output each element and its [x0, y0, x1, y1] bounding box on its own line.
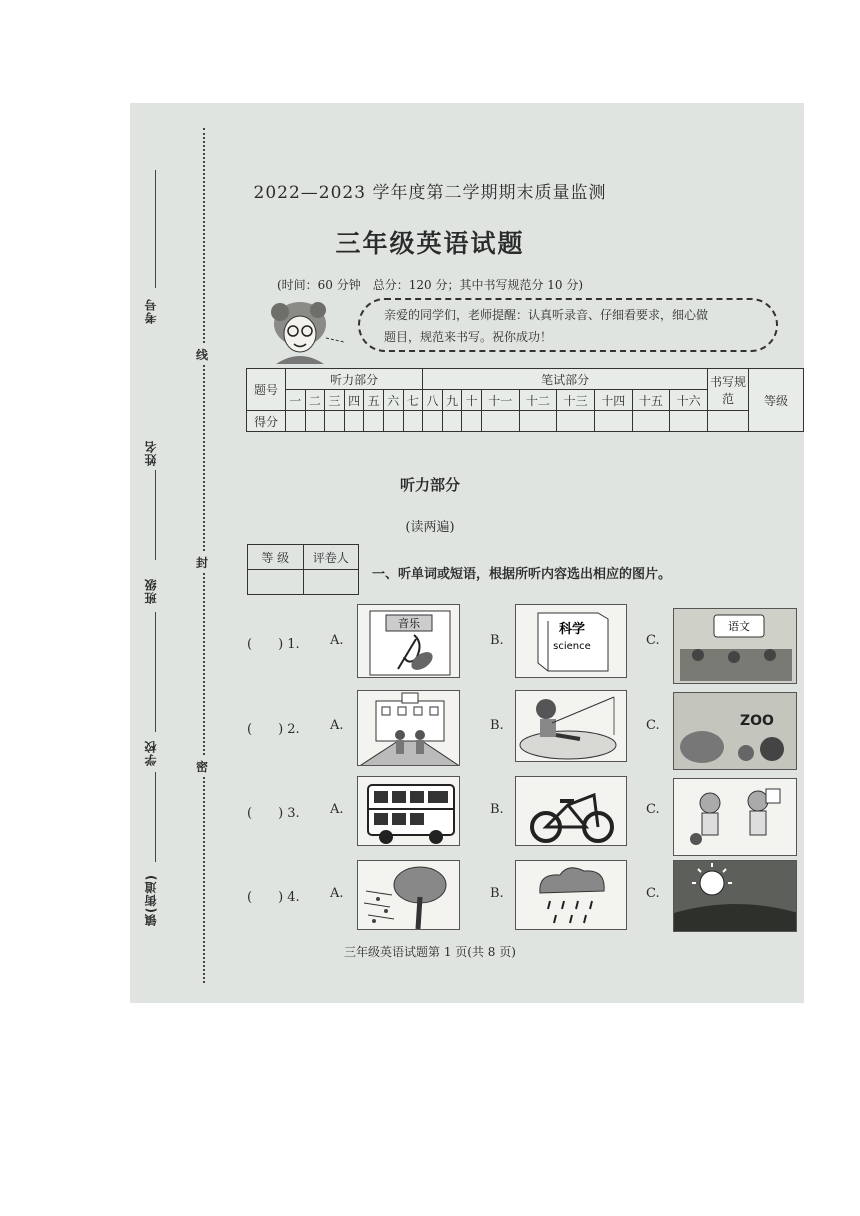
cut-mark-feng: 封	[196, 552, 208, 573]
reminder-line-1: 亲爱的同学们，老师提醒：认真听录音、仔细看要求，细心做	[384, 308, 709, 322]
score-cell[interactable]	[344, 411, 364, 432]
col-16: 十六	[670, 390, 708, 411]
score-cell[interactable]	[481, 411, 519, 432]
option-b: B.	[490, 886, 504, 901]
school-line	[155, 772, 156, 862]
col-1: 一	[286, 390, 306, 411]
svg-text:science: science	[553, 641, 591, 652]
question-3-label: ( ) 3.	[247, 806, 300, 821]
svg-text:科学: 科学	[558, 622, 586, 637]
svg-text:语文: 语文	[728, 620, 750, 633]
school-image	[357, 690, 460, 766]
col-10: 十	[462, 390, 482, 411]
grade-cell[interactable]	[248, 570, 304, 595]
main-title: 三年级英语试题	[335, 229, 525, 258]
score-cell[interactable]	[708, 411, 749, 432]
rainy-cloud-image	[515, 860, 627, 930]
option-c: C.	[646, 802, 660, 817]
grader-label: 评卷人	[303, 545, 359, 570]
score-cell[interactable]	[462, 411, 482, 432]
fishing-boy-image	[515, 690, 627, 762]
option-c: C.	[646, 633, 660, 648]
score-cell[interactable]	[519, 411, 557, 432]
question-4-label: ( ) 4.	[247, 890, 300, 905]
score-cell[interactable]	[325, 411, 345, 432]
option-a: A.	[330, 718, 344, 733]
side-field-class: 班级	[144, 578, 158, 604]
science-book-image	[515, 604, 627, 678]
side-field-name: 姓名	[144, 440, 158, 466]
col-12: 十二	[519, 390, 557, 411]
col-9: 九	[442, 390, 462, 411]
section-title: 听力部分	[399, 476, 460, 494]
score-cell[interactable]	[557, 411, 595, 432]
zoo-image	[673, 692, 797, 770]
col-13: 十三	[557, 390, 595, 411]
score-cell[interactable]	[423, 411, 443, 432]
class-line	[155, 612, 156, 732]
question-1-label: ( ) 1.	[247, 637, 300, 652]
tihao-label: 题号	[247, 369, 286, 411]
col-14: 十四	[594, 390, 632, 411]
side-field-school: 学校	[144, 740, 158, 766]
cut-mark-mi: 密	[196, 756, 208, 777]
windy-tree-image	[357, 860, 460, 930]
teacher-illustration	[266, 298, 346, 364]
defen-label: 得分	[247, 411, 286, 432]
option-b: B.	[490, 802, 504, 817]
col-3: 三	[325, 390, 345, 411]
listening-header: 听力部分	[286, 369, 423, 390]
svg-text:ZOO: ZOO	[740, 713, 774, 729]
col-4: 四	[344, 390, 364, 411]
col-2: 二	[305, 390, 325, 411]
score-cell[interactable]	[442, 411, 462, 432]
page-footer: 三年级英语试题第 1 页(共 8 页)	[344, 945, 516, 959]
score-cell[interactable]	[286, 411, 306, 432]
col-11: 十一	[481, 390, 519, 411]
option-a: A.	[330, 633, 344, 648]
question-1-instruction: 一、听单词或短语，根据所听内容选出相应的图片。	[372, 567, 672, 582]
col-15: 十五	[632, 390, 670, 411]
section-subtitle: (读两遍)	[405, 520, 455, 535]
col-5: 五	[364, 390, 384, 411]
col-7: 七	[403, 390, 423, 411]
bike-image	[515, 776, 627, 846]
side-field-kaohao: 考号	[144, 298, 158, 324]
grade-label: 等 级	[248, 545, 304, 570]
cut-mark-xian: 线	[196, 344, 208, 365]
shuxie-label: 书写规范	[708, 369, 749, 411]
bus-image	[357, 776, 460, 846]
option-a: A.	[330, 802, 344, 817]
score-cell[interactable]	[670, 411, 708, 432]
question-2-label: ( ) 2.	[247, 722, 300, 737]
music-book-image	[357, 604, 460, 678]
option-b: B.	[490, 718, 504, 733]
exam-meta: (时间：60 分钟 总分：120 分；其中书写规范分 10 分)	[276, 278, 584, 292]
option-a: A.	[330, 886, 344, 901]
year-title: 2022—2023 学年度第二学期期末质量监测	[253, 183, 607, 203]
option-c: C.	[646, 886, 660, 901]
sunny-image	[673, 860, 797, 932]
score-table	[246, 368, 804, 432]
option-b: B.	[490, 633, 504, 648]
col-8: 八	[423, 390, 443, 411]
chinese-book-image	[673, 608, 797, 684]
score-cell[interactable]	[383, 411, 403, 432]
reminder-bubble	[358, 298, 778, 352]
col-6: 六	[383, 390, 403, 411]
side-field-town: 镇(街道)	[144, 874, 158, 926]
dengji-label: 等级	[749, 369, 804, 432]
grade-box	[247, 544, 359, 595]
score-cell[interactable]	[305, 411, 325, 432]
children-image	[673, 778, 797, 856]
score-cell[interactable]	[632, 411, 670, 432]
writing-header: 笔试部分	[423, 369, 708, 390]
grader-cell[interactable]	[303, 570, 359, 595]
score-cell[interactable]	[364, 411, 384, 432]
score-cell[interactable]	[594, 411, 632, 432]
option-c: C.	[646, 718, 660, 733]
reminder-line-2: 题目，规范来书写。祝你成功！	[384, 330, 553, 344]
score-cell[interactable]	[403, 411, 423, 432]
svg-text:音乐: 音乐	[398, 617, 420, 630]
